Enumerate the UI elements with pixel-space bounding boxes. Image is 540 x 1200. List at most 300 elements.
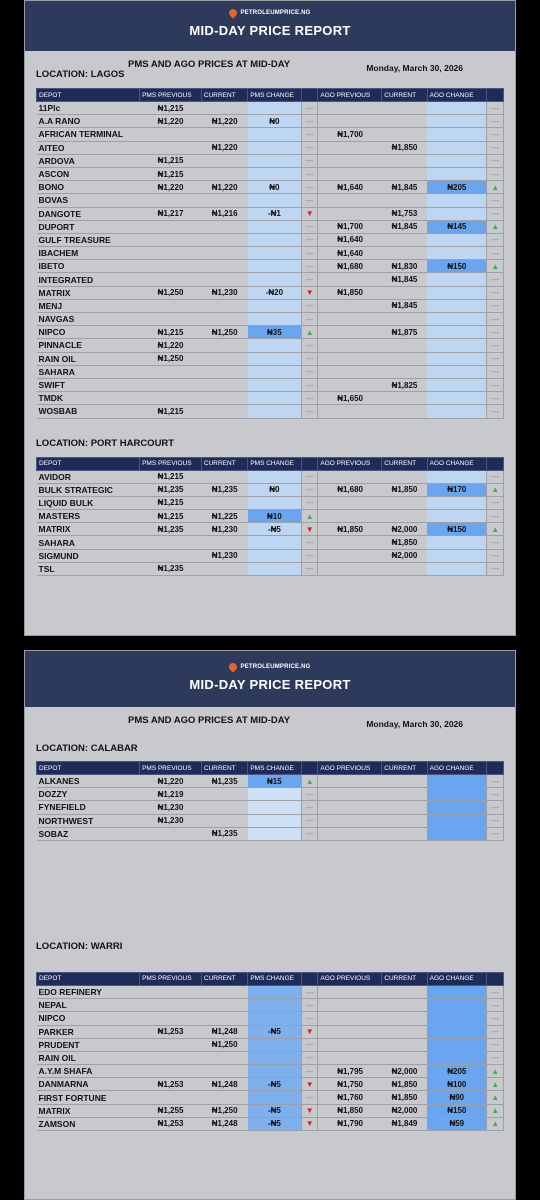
- price-cell: [248, 247, 302, 260]
- trend-flat-icon: —: [487, 326, 504, 339]
- column-header-ago-chg: AGO CHANGE: [427, 457, 487, 470]
- column-header-indicator: [487, 762, 504, 775]
- price-cell: [382, 392, 427, 405]
- price-cell: ₦1,235: [201, 827, 247, 840]
- table-header-row: [37, 762, 504, 775]
- price-cell: ₦35: [248, 326, 302, 339]
- price-cell: ₦1,220: [140, 115, 202, 128]
- price-cell: [201, 273, 247, 286]
- trend-flat-icon: —: [487, 1051, 504, 1064]
- trend-flat-icon: —: [301, 814, 317, 827]
- column-header-ago-cur: CURRENT: [382, 762, 427, 775]
- table-row: [37, 775, 504, 788]
- table-row: [37, 128, 504, 141]
- table-row: [37, 286, 504, 299]
- trend-up-icon: ▲: [487, 220, 504, 233]
- trend-flat-icon: —: [301, 378, 317, 391]
- depot-name: PINNACLE: [37, 339, 140, 352]
- depot-name: MATRIX: [37, 523, 140, 536]
- price-cell: ₦1,216: [201, 207, 247, 220]
- trend-up-icon: ▲: [487, 1078, 504, 1091]
- trend-flat-icon: —: [301, 801, 317, 814]
- trend-flat-icon: —: [301, 985, 317, 998]
- price-cell: [201, 233, 247, 246]
- price-cell: [427, 102, 487, 115]
- location-warri: LOCATION: WARRI: [36, 940, 123, 952]
- price-cell: [318, 536, 382, 549]
- table-row: [37, 339, 504, 352]
- trend-flat-icon: —: [487, 788, 504, 801]
- trend-flat-icon: —: [301, 392, 317, 405]
- price-cell: [427, 814, 487, 827]
- price-cell: [382, 470, 427, 483]
- price-cell: ₦1,235: [140, 562, 202, 575]
- depot-name: SOBAZ: [37, 827, 140, 840]
- price-cell: [382, 1051, 427, 1064]
- table-row: [37, 1117, 504, 1130]
- price-cell: [248, 260, 302, 273]
- price-cell: [318, 405, 382, 418]
- price-cell: [427, 313, 487, 326]
- price-cell: [318, 102, 382, 115]
- price-cell: ₦1,215: [140, 405, 202, 418]
- price-cell: [318, 313, 382, 326]
- depot-name: TMDK: [37, 392, 140, 405]
- price-cell: [427, 273, 487, 286]
- trend-flat-icon: —: [301, 562, 317, 575]
- price-cell: ₦1,680: [318, 260, 382, 273]
- price-cell: [427, 827, 487, 840]
- column-header-pms-cur: CURRENT: [201, 972, 247, 985]
- location-lagos: LOCATION: LAGOS: [36, 69, 125, 80]
- price-cell: [318, 378, 382, 391]
- column-header-indicator: [487, 89, 504, 102]
- report-header: [25, 651, 515, 707]
- table-row: [37, 1012, 504, 1025]
- price-cell: ₦1,845: [382, 220, 427, 233]
- price-cell: [248, 405, 302, 418]
- column-header-depot: DEPOT: [37, 762, 140, 775]
- table-header-row: [37, 457, 504, 470]
- price-cell: [318, 510, 382, 523]
- price-cell: [140, 141, 202, 154]
- price-cell: [248, 999, 302, 1012]
- trend-down-icon: ▼: [301, 1078, 317, 1091]
- price-cell: [201, 788, 247, 801]
- table-row: [37, 827, 504, 840]
- brand-logo: PETROLEUMPRICE.NG: [240, 664, 311, 670]
- trend-flat-icon: —: [487, 405, 504, 418]
- price-cell: ₦1,253: [140, 1078, 202, 1091]
- depot-name: DOZZY: [37, 788, 140, 801]
- price-cell: [318, 814, 382, 827]
- price-cell: [201, 801, 247, 814]
- trend-flat-icon: —: [301, 194, 317, 207]
- price-cell: [201, 220, 247, 233]
- price-cell: ₦1,850: [318, 523, 382, 536]
- trend-flat-icon: —: [301, 1038, 317, 1051]
- price-cell: [382, 286, 427, 299]
- price-cell: [427, 167, 487, 180]
- depot-name: FIRST FORTUNE: [37, 1091, 140, 1104]
- trend-flat-icon: —: [487, 247, 504, 260]
- price-cell: [140, 536, 202, 549]
- price-cell: [382, 167, 427, 180]
- trend-flat-icon: —: [487, 496, 504, 509]
- price-cell: [427, 510, 487, 523]
- price-cell: [248, 194, 302, 207]
- column-header-pms-cur: CURRENT: [201, 89, 247, 102]
- depot-name: RAIN OIL: [37, 1051, 140, 1064]
- column-header-ago-prev: AGO PREVIOUS: [318, 89, 382, 102]
- trend-flat-icon: —: [487, 207, 504, 220]
- table-row: [37, 1038, 504, 1051]
- depot-name: AFRICAN TERMINAL: [37, 128, 140, 141]
- price-cell: [248, 167, 302, 180]
- price-cell: [201, 378, 247, 391]
- trend-flat-icon: —: [487, 233, 504, 246]
- price-cell: [140, 273, 202, 286]
- column-header-ago-prev: AGO PREVIOUS: [318, 762, 382, 775]
- trend-flat-icon: —: [487, 562, 504, 575]
- price-cell: ₦10: [248, 510, 302, 523]
- price-cell: [140, 313, 202, 326]
- table-row: [37, 1078, 504, 1091]
- price-cell: [427, 286, 487, 299]
- price-cell: [248, 1038, 302, 1051]
- trend-flat-icon: —: [487, 378, 504, 391]
- price-cell: ₦1,235: [201, 775, 247, 788]
- price-cell: [382, 999, 427, 1012]
- price-cell: ₦1,849: [382, 1117, 427, 1130]
- price-cell: [248, 470, 302, 483]
- column-header-depot: DEPOT: [37, 972, 140, 985]
- report-page-2: [24, 650, 516, 1200]
- trend-flat-icon: —: [301, 496, 317, 509]
- price-cell: [382, 510, 427, 523]
- depot-name: IBACHEM: [37, 247, 140, 260]
- table-row: [37, 181, 504, 194]
- trend-flat-icon: —: [487, 985, 504, 998]
- trend-up-icon: ▲: [487, 1104, 504, 1117]
- price-cell: [382, 562, 427, 575]
- depot-name: BONO: [37, 181, 140, 194]
- price-cell: ₦170: [427, 483, 487, 496]
- depot-name: SAHARA: [37, 365, 140, 378]
- trend-flat-icon: —: [301, 536, 317, 549]
- price-cell: -₦5: [248, 1117, 302, 1130]
- trend-flat-icon: —: [301, 115, 317, 128]
- column-header-ago-prev: AGO PREVIOUS: [318, 972, 382, 985]
- price-cell: ₦90: [427, 1091, 487, 1104]
- depot-name: ALKANES: [37, 775, 140, 788]
- price-cell: ₦1,700: [318, 128, 382, 141]
- table-row: [37, 194, 504, 207]
- price-cell: [382, 788, 427, 801]
- trend-up-icon: ▲: [487, 1091, 504, 1104]
- table-row: [37, 523, 504, 536]
- trend-flat-icon: —: [301, 405, 317, 418]
- price-cell: ₦1,845: [382, 181, 427, 194]
- price-cell: [382, 1012, 427, 1025]
- calabar-price-table: [36, 761, 504, 841]
- price-cell: ₦1,250: [201, 1104, 247, 1117]
- depot-name: A.Y.M SHAFA: [37, 1065, 140, 1078]
- price-cell: ₦1,215: [140, 154, 202, 167]
- trend-flat-icon: —: [487, 365, 504, 378]
- price-cell: ₦2,000: [382, 549, 427, 562]
- price-cell: [427, 985, 487, 998]
- report-date: Monday, March 30, 2026: [366, 63, 463, 73]
- depot-name: MATRIX: [37, 286, 140, 299]
- price-cell: [201, 313, 247, 326]
- column-header-indicator: [301, 457, 317, 470]
- price-cell: [318, 326, 382, 339]
- price-cell: -₦5: [248, 1104, 302, 1117]
- price-cell: [140, 1065, 202, 1078]
- trend-flat-icon: —: [301, 220, 317, 233]
- price-cell: ₦1,850: [382, 483, 427, 496]
- column-header-ago-cur: CURRENT: [382, 972, 427, 985]
- depot-name: IBETO: [37, 260, 140, 273]
- price-cell: ₦100: [427, 1078, 487, 1091]
- flame-logo-icon: [228, 661, 239, 672]
- trend-flat-icon: —: [301, 313, 317, 326]
- trend-flat-icon: —: [301, 181, 317, 194]
- price-cell: [382, 128, 427, 141]
- table-row: [37, 999, 504, 1012]
- price-cell: ₦0: [248, 115, 302, 128]
- column-header-ago-cur: CURRENT: [382, 89, 427, 102]
- trend-up-icon: ▲: [487, 1117, 504, 1130]
- report-header: [25, 1, 515, 51]
- table-row: [37, 1065, 504, 1078]
- table-row: [37, 1104, 504, 1117]
- location-calabar: LOCATION: CALABAR: [36, 743, 138, 754]
- trend-flat-icon: —: [301, 549, 317, 562]
- price-cell: ₦1,215: [140, 510, 202, 523]
- price-cell: [248, 102, 302, 115]
- price-cell: [201, 299, 247, 312]
- table-row: [37, 549, 504, 562]
- price-cell: [427, 233, 487, 246]
- trend-flat-icon: —: [301, 154, 317, 167]
- price-cell: [201, 260, 247, 273]
- flame-logo-icon: [228, 7, 239, 18]
- price-cell: ₦2,000: [382, 523, 427, 536]
- price-cell: [318, 141, 382, 154]
- trend-flat-icon: —: [301, 128, 317, 141]
- depot-name: TSL: [37, 562, 140, 575]
- warri-price-table: [36, 972, 504, 1131]
- price-cell: [427, 365, 487, 378]
- depot-name: AITEO: [37, 141, 140, 154]
- depot-name: NIPCO: [37, 326, 140, 339]
- depot-name: INTEGRATED: [37, 273, 140, 286]
- price-cell: [201, 1051, 247, 1064]
- table-row: [37, 801, 504, 814]
- price-cell: [201, 562, 247, 575]
- table-header-row: [37, 89, 504, 102]
- price-cell: [248, 562, 302, 575]
- column-header-pms-chg: PMS CHANGE: [248, 89, 302, 102]
- price-cell: [427, 562, 487, 575]
- price-cell: ₦1,790: [318, 1117, 382, 1130]
- trend-flat-icon: —: [301, 1051, 317, 1064]
- price-cell: [382, 154, 427, 167]
- price-cell: ₦1,250: [140, 352, 202, 365]
- price-cell: [248, 299, 302, 312]
- trend-flat-icon: —: [301, 999, 317, 1012]
- trend-flat-icon: —: [487, 1025, 504, 1038]
- price-cell: ₦150: [427, 1104, 487, 1117]
- price-cell: [248, 814, 302, 827]
- price-cell: -₦5: [248, 1078, 302, 1091]
- report-date: Monday, March 30, 2026: [366, 719, 463, 729]
- column-header-pms-chg: PMS CHANGE: [248, 762, 302, 775]
- price-cell: [140, 1051, 202, 1064]
- column-header-indicator: [487, 972, 504, 985]
- depot-name: NORTHWEST: [37, 814, 140, 827]
- price-cell: [248, 273, 302, 286]
- price-cell: [427, 207, 487, 220]
- depot-name: A.A RANO: [37, 115, 140, 128]
- price-cell: [427, 1012, 487, 1025]
- trend-flat-icon: —: [301, 1091, 317, 1104]
- price-cell: ₦1,248: [201, 1117, 247, 1130]
- column-header-ago-prev: AGO PREVIOUS: [318, 457, 382, 470]
- trend-flat-icon: —: [301, 788, 317, 801]
- price-cell: [248, 365, 302, 378]
- price-cell: [318, 365, 382, 378]
- price-cell: [201, 154, 247, 167]
- price-cell: ₦1,220: [201, 181, 247, 194]
- trend-flat-icon: —: [301, 339, 317, 352]
- brand-logo: PETROLEUMPRICE.NG: [240, 10, 311, 16]
- price-cell: ₦205: [427, 1065, 487, 1078]
- price-cell: [318, 352, 382, 365]
- price-cell: [427, 378, 487, 391]
- price-cell: [318, 775, 382, 788]
- price-cell: ₦1,225: [201, 510, 247, 523]
- table-row: [37, 1025, 504, 1038]
- trend-up-icon: ▲: [487, 181, 504, 194]
- depot-name: ZAMSON: [37, 1117, 140, 1130]
- price-cell: [318, 1012, 382, 1025]
- price-cell: ₦1,640: [318, 247, 382, 260]
- depot-name: NIPCO: [37, 1012, 140, 1025]
- table-row: [37, 392, 504, 405]
- price-cell: [201, 392, 247, 405]
- price-cell: [318, 999, 382, 1012]
- price-cell: [318, 207, 382, 220]
- price-cell: [201, 496, 247, 509]
- price-cell: [382, 339, 427, 352]
- trend-flat-icon: —: [487, 1012, 504, 1025]
- table-row: [37, 470, 504, 483]
- price-cell: [248, 1091, 302, 1104]
- price-cell: [382, 775, 427, 788]
- depot-name: DANMARNA: [37, 1078, 140, 1091]
- depot-name: NAVGAS: [37, 313, 140, 326]
- price-cell: [248, 801, 302, 814]
- price-cell: [427, 154, 487, 167]
- price-cell: ₦1,640: [318, 233, 382, 246]
- trend-flat-icon: —: [301, 260, 317, 273]
- price-cell: [427, 775, 487, 788]
- depot-name: RAIN OIL: [37, 352, 140, 365]
- price-cell: ₦59: [427, 1117, 487, 1130]
- trend-flat-icon: —: [487, 194, 504, 207]
- report-title: MID-DAY PRICE REPORT: [189, 677, 351, 692]
- price-cell: [140, 220, 202, 233]
- price-cell: [427, 352, 487, 365]
- price-cell: [427, 141, 487, 154]
- price-cell: [382, 365, 427, 378]
- price-cell: [318, 273, 382, 286]
- table-row: [37, 273, 504, 286]
- price-cell: [382, 801, 427, 814]
- price-cell: [140, 365, 202, 378]
- price-cell: ₦1,875: [382, 326, 427, 339]
- price-cell: [140, 1038, 202, 1051]
- price-cell: [248, 378, 302, 391]
- price-cell: ₦1,795: [318, 1065, 382, 1078]
- column-header-pms-prev: PMS PREVIOUS: [140, 89, 202, 102]
- price-cell: [140, 128, 202, 141]
- price-cell: [248, 154, 302, 167]
- trend-up-icon: ▲: [487, 483, 504, 496]
- column-header-pms-prev: PMS PREVIOUS: [140, 972, 202, 985]
- price-cell: ₦1,830: [382, 260, 427, 273]
- price-cell: [248, 827, 302, 840]
- depot-name: DANGOTE: [37, 207, 140, 220]
- depot-name: MATRIX: [37, 1104, 140, 1117]
- price-cell: ₦1,215: [140, 167, 202, 180]
- trend-flat-icon: —: [487, 775, 504, 788]
- trend-flat-icon: —: [487, 814, 504, 827]
- price-cell: -₦20: [248, 286, 302, 299]
- trend-flat-icon: —: [487, 1038, 504, 1051]
- table-row: [37, 247, 504, 260]
- column-header-pms-prev: PMS PREVIOUS: [140, 457, 202, 470]
- table-row: [37, 496, 504, 509]
- trend-down-icon: ▼: [301, 286, 317, 299]
- price-cell: [427, 801, 487, 814]
- trend-flat-icon: —: [487, 286, 504, 299]
- price-cell: [248, 1012, 302, 1025]
- trend-up-icon: ▲: [487, 260, 504, 273]
- depot-name: WOSBAB: [37, 405, 140, 418]
- table-row: [37, 536, 504, 549]
- price-cell: ₦1,850: [382, 1091, 427, 1104]
- trend-flat-icon: —: [487, 510, 504, 523]
- price-cell: ₦1,230: [201, 286, 247, 299]
- location-port-harcourt: LOCATION: PORT HARCOURT: [36, 437, 175, 449]
- price-cell: [201, 339, 247, 352]
- price-cell: ₦1,640: [318, 181, 382, 194]
- column-header-ago-chg: AGO CHANGE: [427, 972, 487, 985]
- table-row: [37, 1051, 504, 1064]
- price-cell: [201, 194, 247, 207]
- price-cell: [140, 260, 202, 273]
- price-cell: ₦1,248: [201, 1025, 247, 1038]
- table-row: [37, 313, 504, 326]
- price-cell: [248, 1065, 302, 1078]
- trend-up-icon: ▲: [301, 510, 317, 523]
- price-cell: ₦150: [427, 523, 487, 536]
- price-cell: -₦5: [248, 1025, 302, 1038]
